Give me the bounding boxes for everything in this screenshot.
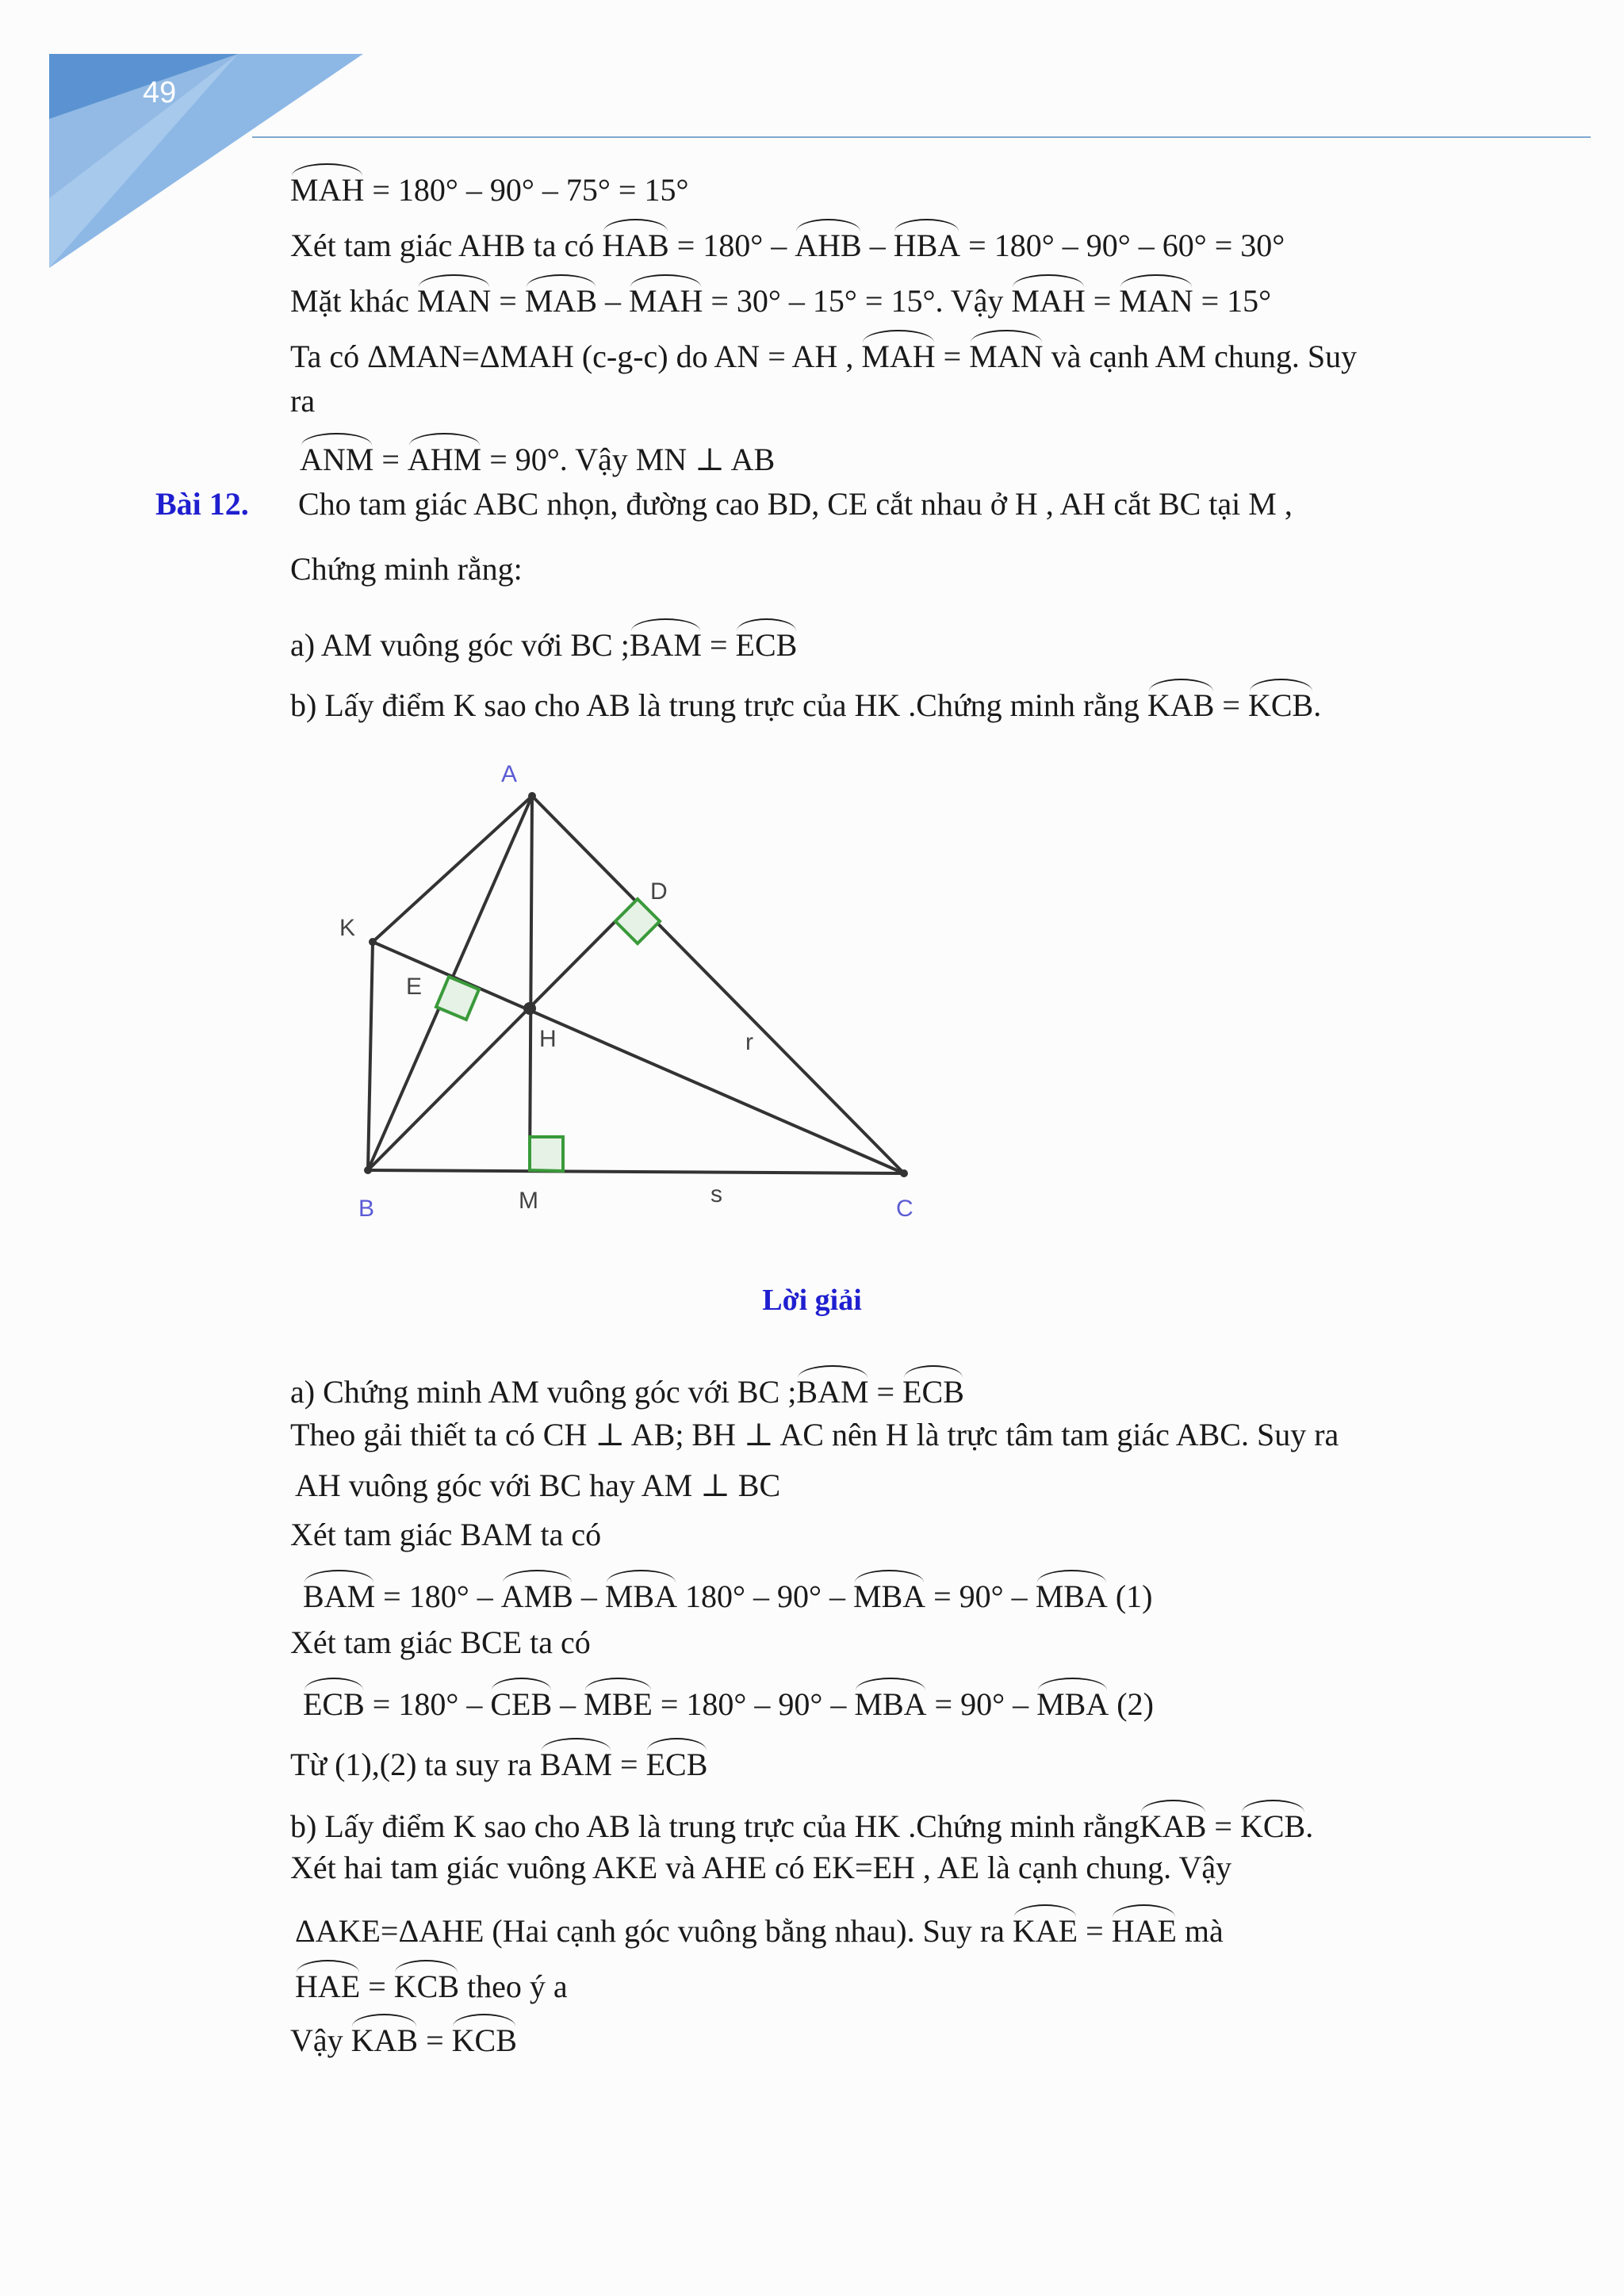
label-s: s (710, 1181, 722, 1207)
segment-BC (368, 1170, 904, 1173)
problem-statement: Cho tam giác ABC nhọn, đường cao BD, CE cắt nhau ở H , AH cắt BC tại M , (298, 486, 1293, 522)
prev-line-4: Ta có ΔMAN=ΔMAH (c-g-c) do AN = AH , MAH = MAN và cạnh AM chung. Suy (290, 330, 1357, 376)
solution-a-line-5: Xét tam giác BCE ta có (290, 1624, 591, 1660)
right-angle-M (530, 1137, 563, 1171)
point-H (523, 1002, 536, 1015)
prev-line-2: Xét tam giác AHB ta có HAB = 180° – AHB – HBA = 180° – 90° – 60° = 30° (290, 219, 1285, 265)
label-E: E (406, 974, 423, 1000)
problem-prove: Chứng minh rằng: (290, 551, 523, 587)
altitude-AM (530, 796, 532, 1170)
right-angle-D (615, 899, 660, 943)
point-C (900, 1169, 908, 1177)
geometry-figure (317, 745, 952, 1237)
prev-line-5: ra (290, 383, 316, 419)
point-A (528, 792, 536, 800)
solution-a-line-6: ECB = 180° – CEB – MBE = 180° – 90° – MBA = 90° – MBA (2) (303, 1678, 1154, 1724)
prev-line-1: MAH = 180° – 90° – 75° = 15° (290, 163, 688, 209)
segment-AC (532, 796, 904, 1173)
prev-line-6: ANM = AHM = 90°. Vậy MN ⊥ AB (300, 433, 775, 479)
solution-b-line-3: HAE = KCB theo ý a (295, 1960, 568, 2006)
problem-label: Bài 12. (155, 486, 249, 522)
solution-b-line-1: Xét hai tam giác vuông AKE và AHE có EK=EH , AE là cạnh chung. Vậy (290, 1850, 1232, 1885)
solution-b-title: b) Lấy điểm K sao cho AB là trung trực của HK .Chứng minh rằngKAB = KCB. (290, 1800, 1313, 1846)
solution-a-line-2: AH vuông góc với BC hay AM ⊥ BC (295, 1468, 781, 1503)
page-number: 49 (143, 76, 177, 109)
label-B: B (358, 1196, 375, 1222)
solution-b-line-2: ΔAKE=ΔAHE (Hai cạnh góc vuông bằng nhau). Suy ra KAE = HAE mà (295, 1904, 1224, 1950)
label-M: M (519, 1188, 538, 1214)
altitude-BD (368, 899, 638, 1170)
header-rule (252, 136, 1591, 138)
segment-KB (368, 942, 373, 1170)
point-K (369, 938, 377, 946)
solution-a-line-1: Theo gải thiết ta có CH ⊥ AB; BH ⊥ AC nên H là trực tâm tam giác ABC. Suy ra (290, 1417, 1339, 1452)
label-K: K (339, 915, 356, 941)
segment-AK (373, 796, 532, 942)
solution-a-title: a) Chứng minh AM vuông góc với BC ;BAM = ECB (290, 1365, 964, 1411)
right-angle-E (436, 977, 479, 1020)
solution-a-line-7: Từ (1),(2) ta suy ra BAM = ECB (290, 1738, 707, 1784)
point-B (364, 1166, 372, 1174)
problem-part-b: b) Lấy điểm K sao cho AB là trung trực của HK .Chứng minh rằng KAB = KCB. (290, 679, 1321, 725)
solution-a-line-3: Xét tam giác BAM ta có (290, 1517, 602, 1552)
label-r: r (745, 1029, 753, 1055)
label-C: C (896, 1196, 914, 1222)
solution-heading: Lời giải (762, 1284, 862, 1317)
solution-a-line-4: BAM = 180° – AMB – MBA 180° – 90° – MBA = 90° – MBA (1) (303, 1570, 1152, 1616)
label-A: A (501, 761, 518, 787)
prev-line-3: Mặt khác MAN = MAB – MAH = 30° – 15° = 15°. Vậy MAH = MAN = 15° (290, 274, 1271, 320)
problem-part-a: a) AM vuông góc với BC ;BAM = ECB (290, 618, 797, 664)
solution-b-line-4: Vậy KAB = KCB (290, 2014, 517, 2060)
label-D: D (650, 878, 668, 905)
label-H: H (539, 1026, 557, 1052)
